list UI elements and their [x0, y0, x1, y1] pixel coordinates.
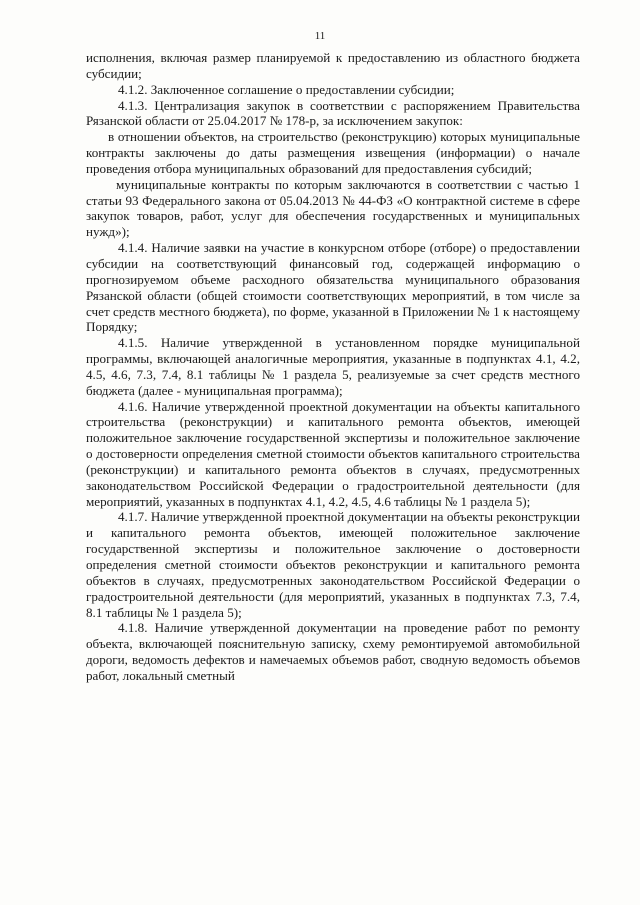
paragraph-4-1-5: 4.1.5. Наличие утвержденной в установленном порядке муниципальной программы, включающей аналогичные мероприятия, указанные в подпунктах 4.1, 4.2, 4.5, 4.6, 7.3, 7.4, 8.1 таблицы № 1 раздела 5, реализуемые за счет средств местного бюджета (далее - муниципальная программа);	[86, 335, 580, 398]
paragraph-4-1-4: 4.1.4. Наличие заявки на участие в конкурсном отборе (отборе) о предоставлении субсидии на соответствующий финансовый год, содержащей информацию о прогнозируемом объеме расходного обязательства муниципального образования Рязанской области (общей стоимости соответствующих мероприятий, в том числе за счет средств местного бюджета), по форме, указанной в Приложении № 1 к настоящему Порядку;	[86, 240, 580, 335]
page-number: 11	[314, 30, 326, 42]
paragraph-4-1-6: 4.1.6. Наличие утвержденной проектной документации на объекты капитального строительства (реконструкции) и капитального ремонта объектов, имеющей положительное заключение государственной экспертизы и положительное заключение о достоверности определения сметной стоимости объектов капитального строительства (реконструкции) и капитального ремонта объектов в случаях, предусмотренных законодательством Российской Федерации о градостроительной деятельности (для мероприятий, указанных в подпунктах 4.1, 4.2, 4.5, 4.6 таблицы № 1 раздела 5);	[86, 398, 580, 509]
paragraph-4-1-7: 4.1.7. Наличие утвержденной проектной документации на объекты реконструкции и капитального ремонта объектов, имеющей положительное заключение государственной экспертизы и положительное заключение о достоверности определения сметной стоимости объектов реконструкции и капитального ремонта объектов в случаях, предусмотренных законодательством Российской Федерации о градостроительной деятельности (для мероприятий, указанных в подпунктах 7.3, 7.4, 8.1 таблицы № 1 раздела 5);	[86, 509, 580, 620]
paragraph-exception-1: в отношении объектов, на строительство (реконструкцию) которых муниципальные контракты заключены до даты размещения извещения (информации) о начале проведения отбора муниципальных образований для предоставления субсидий;	[86, 129, 580, 176]
paragraph-4-1-8: 4.1.8. Наличие утвержденной документации на проведение работ по ремонту объекта, включающей пояснительную записку, схему ремонтируемой автомобильной дороги, ведомость дефектов и намечаемых объемов работ, сводную ведомость объемов работ, локальный сметный	[86, 620, 580, 683]
paragraph-exception-2: муниципальные контракты по которым заключаются в соответствии с частью 1 статьи 93 Федерального закона от 05.04.2013 № 44-ФЗ «О контрактной системе в сфере закупок товаров, работ, услуг для обеспечения государственных и муниципальных нужд»);	[86, 176, 580, 240]
document-body	[86, 50, 580, 684]
paragraph-continuation: исполнения, включая размер планируемой к предоставлению из областного бюджета субсидии;	[86, 50, 580, 81]
paragraph-4-1-3: 4.1.3. Централизация закупок в соответствии с распоряжением Правительства Рязанской области от 25.04.2017 № 178-р, за исключением закупок:	[86, 97, 580, 129]
paragraph-4-1-2: 4.1.2. Заключенное соглашение о предоставлении субсидии;	[118, 81, 455, 97]
